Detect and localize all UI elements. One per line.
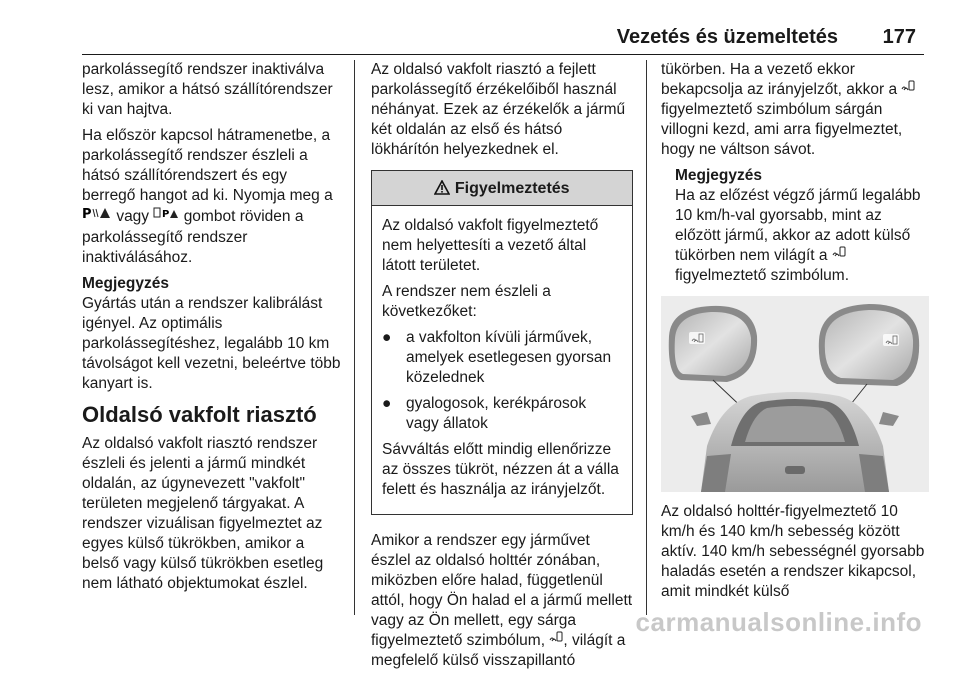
note-heading: Megjegyzés <box>675 167 763 185</box>
blind-spot-indicator-left <box>689 332 705 344</box>
warning-heading: Figyelmeztetés <box>454 180 570 197</box>
column-divider <box>354 60 355 615</box>
note-text: Ha az előzést végző jármű legalább 10 km/h-val gyorsabb, mint az előzött jármű, akkor az adott külső tükörben nem világít a figyelmeztető szimbólum. <box>675 187 921 285</box>
blind-spot-icon <box>901 80 915 100</box>
paragraph: Az oldalsó vakfolt riasztó rendszer észleli és jelenti a jármű mindkét oldalán, az úgynevezett "vakfolt" területen megjelenő tárgyakat. A rendszer vizuálisan figyelmeztet az egyes külső tükrökben, amikor a belső vagy külső tükrökben esetleg nem látható objektumokat észlel. <box>82 435 324 592</box>
warning-body <box>372 206 632 514</box>
warning-text: A rendszer nem észleli a következőket: <box>382 283 551 320</box>
blind-spot-indicator-right <box>883 334 899 346</box>
blind-spot-icon <box>832 246 846 266</box>
paragraph: Ha először kapcsol hátramenetbe, a parkolássegítő rendszer észleli a hátsó szállítórendszert és egy berregő hangot ad ki. Nyomja meg a P vagy P gombot röviden a parkolássegítő rendszer inaktiválásához. <box>82 127 333 266</box>
paragraph: Az oldalsó vakfolt riasztó a fejlett parkolássegítő érzékelőiből használ néhányat. Ezek az érzékelők a jármű két oldalán az első és hátsó lökhárítón helyezkednek el. <box>371 61 626 158</box>
column-divider <box>646 60 647 615</box>
column-2 <box>371 60 633 677</box>
note-heading: Megjegyzés <box>82 275 170 292</box>
paragraph: parkolássegítő rendszer inaktiválva lesz, amikor a hátsó szállítórendszer ki van hajtva. <box>82 61 333 118</box>
watermark: carmanualsonline.info <box>635 607 922 637</box>
paragraph: Amikor a rendszer egy járművet észlel az oldalsó holttér zónában, miközben előre halad, függetlenül attól, hogy Ön halad el a jármű mellett vagy az Ön mellett, egy sárga figyelmeztető szimbólum, , világít a megfelelő külső visszapillantó <box>371 532 633 670</box>
section-heading: Oldalsó vakfolt riasztó <box>82 402 317 427</box>
warning-header <box>372 171 632 206</box>
header-divider <box>82 54 924 55</box>
page-number: 177 <box>882 26 916 48</box>
page-title: Vezetés és üzemeltetés <box>616 26 838 48</box>
paragraph: tükörben. Ha a vezető ekkor bekapcsolja az irányjelzőt, akkor a figyelmeztető szimbólum sárgán villogni kezd, ami arra figyelmeztet, hogy ne váltson sávot. <box>661 60 929 160</box>
parking-assist-icon <box>82 206 112 228</box>
list-item: ● gyalogosok, kerékpárosok vagy állatok <box>382 395 587 432</box>
warning-text: Sávváltás előtt mindig ellenőrizze az összes tükröt, nézzen át a válla felett és használja az irányjelzőt. <box>382 441 619 498</box>
list-item: ● a vakfolton kívüli járművek, amelyek esetlegesen gyorsan közelednek <box>382 329 612 386</box>
note-text: Gyártás után a rendszer kalibrálást igényel. Az optimális parkolássegítéshez, legalább 10 km távolságot kell vezetni, beleértve több kanyart is. <box>82 295 341 392</box>
svg-text:P: P <box>82 207 92 220</box>
blind-spot-icon <box>549 631 563 651</box>
warning-triangle-icon <box>434 180 454 197</box>
parking-assist-rear-icon <box>153 206 179 228</box>
column-3 <box>661 60 929 608</box>
side-mirror-illustration <box>661 296 929 492</box>
paragraph: Az oldalsó holttér-figyelmeztető 10 km/h és 140 km/h sebesség között aktív. 140 km/h sebességnél gyorsabb haladás esetén a rendszer kikapcsol, amit mindkét külső <box>661 503 925 601</box>
column-1 <box>82 60 344 600</box>
page-header <box>82 20 916 50</box>
warning-box <box>371 170 633 515</box>
warning-text: Az oldalsó vakfolt figyelmeztető nem helyettesíti a vezető által látott területet. <box>382 217 599 274</box>
svg-text:P: P <box>162 209 170 220</box>
note-block <box>661 166 929 286</box>
